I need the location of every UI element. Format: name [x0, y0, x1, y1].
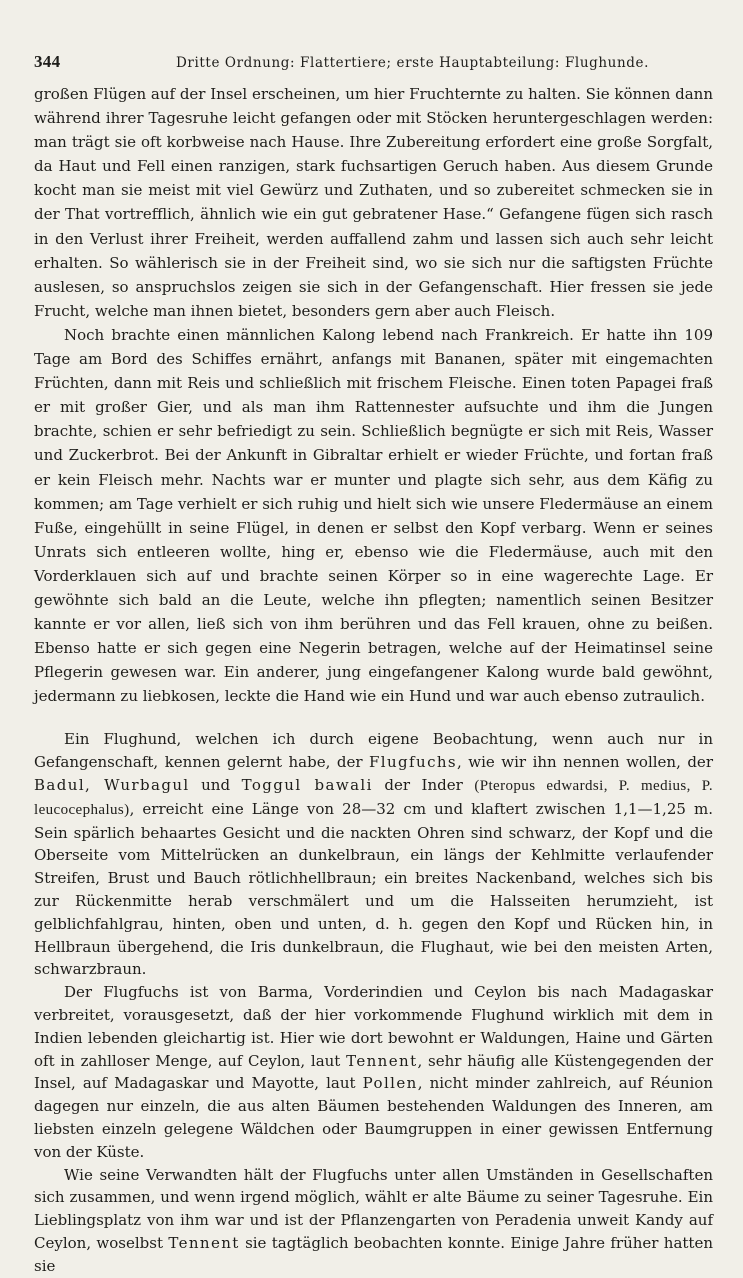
running-title: Dritte Ordnung: Flattertiere; erste Hauptabteilung: Flughunde. [176, 55, 649, 71]
running-header [34, 52, 713, 72]
paragraph-5 [34, 1164, 713, 1278]
text-block-flugfuchs [34, 728, 713, 1277]
author-name-pollen: Pollen [362, 1074, 418, 1093]
latin-names: (Pteropus edwardsi, P. medius, P. leucocephalus) [34, 778, 713, 818]
p3-text-b: , wie wir ihn nennen wollen, der [457, 753, 713, 772]
species-name-toggul: Toggul bawali [241, 776, 373, 795]
p3-text-c: und [189, 776, 242, 795]
p4-text-b: , sehr häufig alle Küstengegenden der Insel, auf Madagaskar und Mayotte, laut [34, 1051, 713, 1093]
species-name-flugfuchs: Flugfuchs [368, 753, 458, 772]
author-name-tennent: Tennent [346, 1051, 418, 1070]
p4-text-a: Der Flugfuchs ist von Barma, Vorderindien und Ceylon bis nach Madagaskar verbreitet, vorausgesetzt, daß der hier vorkommende Flughund wirklich mit dem in Indien lebenden gleichartig ist. Hier wie dort bewohnt er Waldungen, Haine und Gärten oft in zahlloser Menge, auf Ceylon, laut [34, 983, 713, 1070]
p3-text-e: , erreicht eine Länge von 28—32 cm und klaftert zwischen 1,1—1,25 m. Sein spärlich behaartes Gesicht und die nackten Ohren sind schwarz, der Kopf und die Oberseite vom Mittelrücken an dunkelbraun, ein längs der Kehlmitte verlaufender Streifen, Brust und Bauch rötlichhellbraun; ein breites Nackenband, welches sich bis zur Rückenmitte herab verschmälert und um die Halsseiten herumzieht, ist gelblichfahlgrau, hinten, oben und unten, d. h. gegen den Kopf und Rücken hin, in Hellbraun übergehend, die Iris dunkelbraun, die Flughaut, wie bei den meisten Arten, schwarzbraun. [34, 799, 713, 979]
paragraph-1: großen Flügen auf der Insel erscheinen, um hier Fruchternte zu halten. Sie können dann während ihrer Tagesruhe leicht gefangen oder mit Stöcken heruntergeschlagen werden: man trägt sie oft korbweise nach Hause. Ihre Zubereitung erfordert eine große Sorgfalt, da Haut und Fell einen ranzigen, stark fuchsartigen Geruch haben. Aus diesem Grunde kocht man sie meist mit viel Gewürz und Zuthaten, und so zubereitet schmecken sie in der That vortrefflich, ähnlich wie ein gut gebratener Hase.“ Gefangene fügen sich rasch in den Verlust ihrer Freiheit, werden auffallend zahm und lassen sich auch sehr leicht erhalten. So wählerisch sie in der Freiheit sind, wo sie sich nur die saftigsten Früchte auslesen, so anspruchslos zeigen sie sich in der Gefangenschaft. Hier fressen sie jede Frucht, welche man ihnen bietet, besonders gern aber auch Fleisch. [34, 85, 713, 320]
paragraph-4 [34, 981, 713, 1163]
paragraph-2: Noch brachte einen männlichen Kalong lebend nach Frankreich. Er hatte ihn 109 Tage am Bord des Schiffes ernährt, anfangs mit Bananen, später mit eingemachten Früchten, dann mit Reis und schließlich mit frischem Fleische. Einen toten Papagei fraß er mit großer Gier, und als man ihm Rattennester aufsuchte und ihm die Jungen brachte, schien er sehr befriedigt zu sein. Schließlich begnügte er sich mit Reis, Wasser und Zuckerbrot. Bei der Ankunft in Gibraltar erhielt er wieder Früchte, und fortan fraß er kein Fleisch mehr. Nachts war er munter und plagte sich sehr, aus dem Käfig zu kommen; am Tage verhielt er sich ruhig und hielt sich wie unsere Fledermäuse an einem Fuße, eingehüllt in seine Flügel, in denen er selbst den Kopf verbarg. Wenn er seines Unrats sich entleeren wollte, hing er, ebenso wie die Fledermäuse, auch mit den Vorderklauen sich auf und brachte seinen Körper so in eine wagerechte Lage. Er gewöhnte sich bald an die Leute, welche ihn pflegten; namentlich seinen Besitzer kannte er vor allen, ließ sich von ihm berühren und das Fell krauen, ohne zu beißen. Ebenso hatte er sich gegen eine Negerin betragen, welche auf der Heimatinsel seine Pflegerin gewesen war. Ein anderer, jung eingefangener Kalong wurde bald gewöhnt, jedermann zu liebkosen, leckte die Hand wie ein Hund und war auch ebenso zutraulich. [34, 325, 713, 706]
p3-text-a: Ein Flughund, welchen ich durch eigene Beobachtung, wenn auch nur in Gefangenschaft, kennen gelernt habe, der [34, 730, 713, 772]
paragraph-3 [34, 728, 713, 981]
p4-text-c: , nicht minder zahlreich, auf Réunion dagegen nur einzeln, die aus alten Bäumen bestehenden Waldungen des Inneren, am liebsten einzeln gelegene Wäldchen oder Baumgruppen in einer gewissen Entfernung von der Küste. [34, 1074, 713, 1161]
p5-text-b: sie tagtäglich beobachten konnte. Einige Jahre früher hatten sie [34, 1233, 713, 1275]
text-block-continued [34, 82, 713, 708]
p3-text-d: der Inder [372, 776, 475, 795]
author-name-tennent-2: Tennent [168, 1233, 240, 1252]
species-name-badul: Badul, Wurbagul [34, 776, 190, 795]
p5-text-a: Wie seine Verwandten hält der Flugfuchs unter allen Umständen in Gesellschaften sich zusammen, und wenn irgend möglich, wählt er alte Bäume zu seiner Tagesruhe. Ein Lieblingsplatz von ihm war und ist der Pflanzengarten von Peradenia unweit Kandy auf Ceylon, woselbst [34, 1165, 713, 1252]
page-number: 344 [34, 52, 61, 71]
